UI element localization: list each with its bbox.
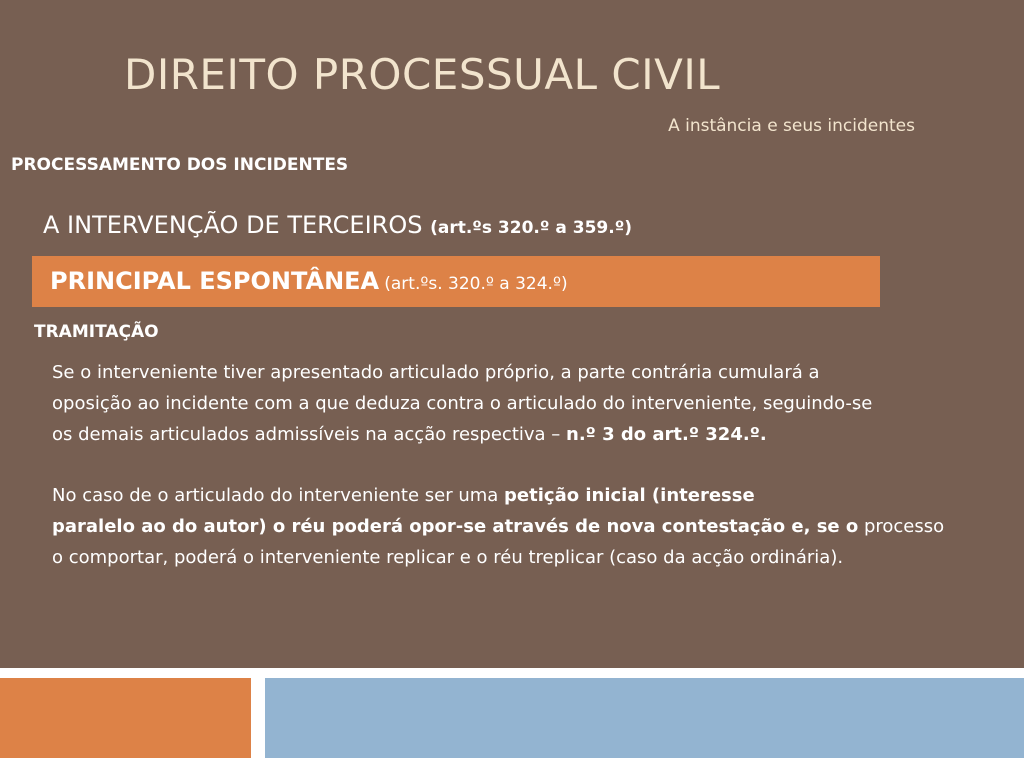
- paragraph-1-line-2: oposição ao incidente com a que deduza contra o articulado do interveniente, seguindo-se: [52, 393, 873, 414]
- paragraph-2-line-1: [52, 480, 1004, 511]
- paragraph-2-line-2: [52, 511, 1004, 542]
- paragraph-2-line-3: o comportar, poderá o interveniente replicar e o réu treplicar (caso da acção ordinária).: [52, 547, 844, 568]
- intervention-article-ref: (art.ºs 320.º a 359.º): [430, 218, 633, 238]
- slide-subtitle: A instância e seus incidentes: [668, 116, 915, 136]
- paragraph-2-line-2-text: processo: [858, 516, 945, 537]
- intervention-heading: [43, 211, 632, 239]
- slide-title: DIREITO PROCESSUAL CIVIL: [124, 50, 721, 99]
- paragraph-2-line-1-emphasis: petição inicial (interesse: [504, 485, 755, 506]
- banner-article-ref: (art.ºs. 320.º a 324.º): [384, 274, 568, 294]
- footer-blue-block: [265, 678, 1024, 758]
- paragraph-1: [52, 357, 1004, 450]
- paragraph-2: [52, 480, 1004, 573]
- banner-title: PRINCIPAL ESPONTÂNEA: [50, 267, 380, 295]
- intervention-title: A INTERVENÇÃO DE TERCEIROS: [43, 211, 423, 239]
- paragraph-2-line-2-emphasis: paralelo ao do autor) o réu poderá opor-se através de nova contestação e, se o: [52, 516, 859, 537]
- highlight-banner: [32, 256, 880, 307]
- footer-orange-block: [0, 678, 251, 758]
- paragraph-2-line-1-text: No caso de o articulado do interveniente ser uma: [52, 485, 505, 506]
- paragraph-1-line-3-text: os demais articulados admissíveis na acção respectiva –: [52, 424, 567, 445]
- paragraph-1-article-ref: n.º 3 do art.º 324.º.: [566, 424, 767, 445]
- paragraph-1-line-1: Se o interveniente tiver apresentado articulado próprio, a parte contrária cumulará a: [52, 362, 820, 383]
- subheading-tramitacao: TRAMITAÇÃO: [34, 322, 159, 342]
- paragraph-1-line-3: [52, 419, 1004, 450]
- section-heading: PROCESSAMENTO DOS INCIDENTES: [11, 155, 349, 175]
